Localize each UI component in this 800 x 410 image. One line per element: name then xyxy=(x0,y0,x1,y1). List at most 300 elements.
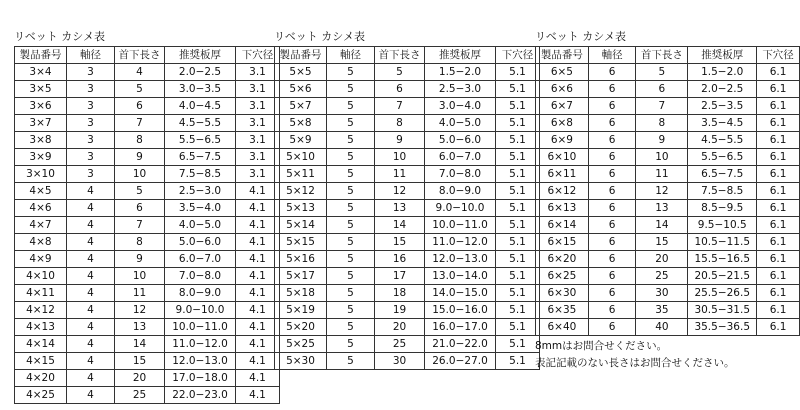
recommended-thickness-cell: 2.5−3.5 xyxy=(688,98,757,115)
under-head-length-cell: 5 xyxy=(115,81,165,98)
rivet-table-5mm xyxy=(274,46,540,370)
table-row xyxy=(275,183,540,200)
recommended-thickness-cell: 10.0−11.0 xyxy=(165,319,236,336)
shaft-diameter-cell: 5 xyxy=(327,353,375,370)
pilot-hole-diameter-cell: 5.1 xyxy=(496,302,540,319)
recommended-thickness-cell: 11.0−12.0 xyxy=(165,336,236,353)
pilot-hole-diameter-cell: 5.1 xyxy=(496,234,540,251)
pilot-hole-diameter-cell: 5.1 xyxy=(496,268,540,285)
table-row xyxy=(275,268,540,285)
pilot-hole-diameter-cell: 5.1 xyxy=(496,64,540,81)
under-head-length-cell: 16 xyxy=(375,251,425,268)
pilot-hole-diameter-cell: 5.1 xyxy=(496,81,540,98)
product-number-cell: 5×18 xyxy=(275,285,327,302)
shaft-diameter-cell: 6 xyxy=(588,285,636,302)
under-head-length-cell: 15 xyxy=(115,353,165,370)
pilot-hole-diameter-cell: 5.1 xyxy=(496,353,540,370)
under-head-length-cell: 40 xyxy=(636,319,688,336)
pilot-hole-diameter-cell: 6.1 xyxy=(757,302,800,319)
table-row xyxy=(536,132,800,149)
shaft-diameter-cell: 6 xyxy=(588,319,636,336)
pilot-hole-diameter-cell: 6.1 xyxy=(757,319,800,336)
pilot-hole-diameter-cell: 6.1 xyxy=(757,200,800,217)
pilot-hole-diameter-cell: 4.1 xyxy=(236,234,280,251)
under-head-length-cell: 35 xyxy=(636,302,688,319)
shaft-diameter-cell: 5 xyxy=(327,285,375,302)
shaft-diameter-cell: 3 xyxy=(67,64,115,81)
table-row xyxy=(275,336,540,353)
table-row xyxy=(536,98,800,115)
shaft-diameter-cell: 5 xyxy=(327,183,375,200)
shaft-diameter-cell: 6 xyxy=(588,132,636,149)
product-number-cell: 3×10 xyxy=(15,166,67,183)
table-title: リベット カシメ表 xyxy=(14,30,105,43)
under-head-length-cell: 12 xyxy=(115,302,165,319)
header-pilot-hole-diameter: 下穴径 xyxy=(496,47,540,64)
shaft-diameter-cell: 6 xyxy=(588,217,636,234)
under-head-length-cell: 7 xyxy=(115,217,165,234)
under-head-length-cell: 6 xyxy=(115,98,165,115)
recommended-thickness-cell: 20.5−21.5 xyxy=(688,268,757,285)
header-shaft-diameter: 軸径 xyxy=(67,47,115,64)
under-head-length-cell: 12 xyxy=(375,183,425,200)
recommended-thickness-cell: 4.5−5.5 xyxy=(688,132,757,149)
table-row xyxy=(275,166,540,183)
recommended-thickness-cell: 1.5−2.0 xyxy=(688,64,757,81)
under-head-length-cell: 13 xyxy=(636,200,688,217)
recommended-thickness-cell: 2.5−3.0 xyxy=(165,183,236,200)
pilot-hole-diameter-cell: 5.1 xyxy=(496,336,540,353)
shaft-diameter-cell: 6 xyxy=(588,98,636,115)
under-head-length-cell: 8 xyxy=(375,115,425,132)
pilot-hole-diameter-cell: 6.1 xyxy=(757,81,800,98)
under-head-length-cell: 14 xyxy=(375,217,425,234)
product-number-cell: 5×16 xyxy=(275,251,327,268)
product-number-cell: 3×6 xyxy=(15,98,67,115)
shaft-diameter-cell: 4 xyxy=(67,353,115,370)
table-row xyxy=(15,183,280,200)
pilot-hole-diameter-cell: 4.1 xyxy=(236,285,280,302)
table-row xyxy=(536,200,800,217)
shaft-diameter-cell: 4 xyxy=(67,319,115,336)
shaft-diameter-cell: 6 xyxy=(588,183,636,200)
under-head-length-cell: 15 xyxy=(375,234,425,251)
recommended-thickness-cell: 7.0−8.0 xyxy=(425,166,496,183)
note-line: 8mmはお問合せください。 xyxy=(535,340,668,352)
pilot-hole-diameter-cell: 5.1 xyxy=(496,115,540,132)
under-head-length-cell: 9 xyxy=(115,251,165,268)
pilot-hole-diameter-cell: 6.1 xyxy=(757,166,800,183)
product-number-cell: 5×13 xyxy=(275,200,327,217)
recommended-thickness-cell: 17.0−18.0 xyxy=(165,370,236,387)
recommended-thickness-cell: 8.0−9.0 xyxy=(425,183,496,200)
recommended-thickness-cell: 2.5−3.0 xyxy=(425,81,496,98)
table-row xyxy=(275,217,540,234)
table-row xyxy=(15,98,280,115)
shaft-diameter-cell: 3 xyxy=(67,132,115,149)
product-number-cell: 4×12 xyxy=(15,302,67,319)
table-row xyxy=(15,387,280,404)
header-product-number: 製品番号 xyxy=(536,47,589,64)
under-head-length-cell: 18 xyxy=(375,285,425,302)
under-head-length-cell: 25 xyxy=(375,336,425,353)
shaft-diameter-cell: 4 xyxy=(67,234,115,251)
recommended-thickness-cell: 14.0−15.0 xyxy=(425,285,496,302)
shaft-diameter-cell: 5 xyxy=(327,149,375,166)
product-number-cell: 6×8 xyxy=(536,115,589,132)
recommended-thickness-cell: 16.0−17.0 xyxy=(425,319,496,336)
product-number-cell: 5×12 xyxy=(275,183,327,200)
shaft-diameter-cell: 6 xyxy=(588,166,636,183)
shaft-diameter-cell: 3 xyxy=(67,166,115,183)
under-head-length-cell: 4 xyxy=(115,64,165,81)
table-row xyxy=(275,132,540,149)
rivet-table-3-4mm xyxy=(14,46,280,404)
header-product-number: 製品番号 xyxy=(275,47,327,64)
product-number-cell: 5×30 xyxy=(275,353,327,370)
under-head-length-cell: 20 xyxy=(115,370,165,387)
header-product-number: 製品番号 xyxy=(15,47,67,64)
product-number-cell: 4×6 xyxy=(15,200,67,217)
shaft-diameter-cell: 5 xyxy=(327,302,375,319)
product-number-cell: 5×9 xyxy=(275,132,327,149)
product-number-cell: 6×20 xyxy=(536,251,589,268)
recommended-thickness-cell: 4.0−5.0 xyxy=(165,217,236,234)
product-number-cell: 4×5 xyxy=(15,183,67,200)
pilot-hole-diameter-cell: 6.1 xyxy=(757,132,800,149)
table-row xyxy=(15,166,280,183)
shaft-diameter-cell: 6 xyxy=(588,268,636,285)
recommended-thickness-cell: 25.5−26.5 xyxy=(688,285,757,302)
pilot-hole-diameter-cell: 6.1 xyxy=(757,285,800,302)
under-head-length-cell: 25 xyxy=(115,387,165,404)
pilot-hole-diameter-cell: 5.1 xyxy=(496,132,540,149)
under-head-length-cell: 6 xyxy=(115,200,165,217)
pilot-hole-diameter-cell: 3.1 xyxy=(236,98,280,115)
recommended-thickness-cell: 7.5−8.5 xyxy=(688,183,757,200)
shaft-diameter-cell: 5 xyxy=(327,268,375,285)
recommended-thickness-cell: 12.0−13.0 xyxy=(425,251,496,268)
product-number-cell: 6×9 xyxy=(536,132,589,149)
product-number-cell: 3×5 xyxy=(15,81,67,98)
product-number-cell: 3×8 xyxy=(15,132,67,149)
pilot-hole-diameter-cell: 5.1 xyxy=(496,319,540,336)
recommended-thickness-cell: 4.5−5.5 xyxy=(165,115,236,132)
recommended-thickness-cell: 13.0−14.0 xyxy=(425,268,496,285)
header-pilot-hole-diameter: 下穴径 xyxy=(757,47,800,64)
table-header-row xyxy=(536,47,800,64)
product-number-cell: 5×5 xyxy=(275,64,327,81)
pilot-hole-diameter-cell: 5.1 xyxy=(496,98,540,115)
product-number-cell: 4×10 xyxy=(15,268,67,285)
recommended-thickness-cell: 3.5−4.5 xyxy=(688,115,757,132)
table-row xyxy=(15,319,280,336)
product-number-cell: 4×14 xyxy=(15,336,67,353)
shaft-diameter-cell: 6 xyxy=(588,200,636,217)
recommended-thickness-cell: 7.5−8.5 xyxy=(165,166,236,183)
recommended-thickness-cell: 3.0−4.0 xyxy=(425,98,496,115)
product-number-cell: 6×40 xyxy=(536,319,589,336)
shaft-diameter-cell: 5 xyxy=(327,251,375,268)
product-number-cell: 3×9 xyxy=(15,149,67,166)
under-head-length-cell: 17 xyxy=(375,268,425,285)
table-row xyxy=(275,234,540,251)
table-row xyxy=(536,285,800,302)
table-row xyxy=(275,115,540,132)
product-number-cell: 4×8 xyxy=(15,234,67,251)
under-head-length-cell: 13 xyxy=(375,200,425,217)
product-number-cell: 6×12 xyxy=(536,183,589,200)
under-head-length-cell: 10 xyxy=(115,166,165,183)
shaft-diameter-cell: 5 xyxy=(327,336,375,353)
table-row xyxy=(15,64,280,81)
shaft-diameter-cell: 4 xyxy=(67,251,115,268)
under-head-length-cell: 8 xyxy=(115,132,165,149)
under-head-length-cell: 5 xyxy=(115,183,165,200)
product-number-cell: 6×13 xyxy=(536,200,589,217)
recommended-thickness-cell: 3.5−4.0 xyxy=(165,200,236,217)
product-number-cell: 6×6 xyxy=(536,81,589,98)
recommended-thickness-cell: 9.0−10.0 xyxy=(165,302,236,319)
recommended-thickness-cell: 35.5−36.5 xyxy=(688,319,757,336)
product-number-cell: 5×19 xyxy=(275,302,327,319)
table-row xyxy=(15,285,280,302)
under-head-length-cell: 10 xyxy=(375,149,425,166)
table-row xyxy=(536,251,800,268)
recommended-thickness-cell: 5.5−6.5 xyxy=(165,132,236,149)
product-number-cell: 6×11 xyxy=(536,166,589,183)
pilot-hole-diameter-cell: 5.1 xyxy=(496,149,540,166)
under-head-length-cell: 8 xyxy=(636,115,688,132)
recommended-thickness-cell: 4.0−4.5 xyxy=(165,98,236,115)
header-under-head-length: 首下長さ xyxy=(115,47,165,64)
recommended-thickness-cell: 8.0−9.0 xyxy=(165,285,236,302)
product-number-cell: 6×25 xyxy=(536,268,589,285)
table-row xyxy=(275,353,540,370)
under-head-length-cell: 5 xyxy=(636,64,688,81)
recommended-thickness-cell: 10.0−11.0 xyxy=(425,217,496,234)
rivet-table-3-4mm-block xyxy=(14,30,280,404)
table-row xyxy=(15,81,280,98)
header-under-head-length: 首下長さ xyxy=(636,47,688,64)
table-row xyxy=(275,98,540,115)
pilot-hole-diameter-cell: 5.1 xyxy=(496,285,540,302)
recommended-thickness-cell: 2.0−2.5 xyxy=(688,81,757,98)
table-row xyxy=(275,200,540,217)
pilot-hole-diameter-cell: 6.1 xyxy=(757,149,800,166)
under-head-length-cell: 20 xyxy=(636,251,688,268)
pilot-hole-diameter-cell: 4.1 xyxy=(236,183,280,200)
shaft-diameter-cell: 5 xyxy=(327,98,375,115)
table-row xyxy=(15,251,280,268)
pilot-hole-diameter-cell: 4.1 xyxy=(236,302,280,319)
pilot-hole-diameter-cell: 4.1 xyxy=(236,217,280,234)
shaft-diameter-cell: 6 xyxy=(588,115,636,132)
pilot-hole-diameter-cell: 3.1 xyxy=(236,166,280,183)
pilot-hole-diameter-cell: 3.1 xyxy=(236,115,280,132)
pilot-hole-diameter-cell: 4.1 xyxy=(236,387,280,404)
table-row xyxy=(536,319,800,336)
product-number-cell: 6×7 xyxy=(536,98,589,115)
pilot-hole-diameter-cell: 4.1 xyxy=(236,336,280,353)
shaft-diameter-cell: 4 xyxy=(67,336,115,353)
product-number-cell: 5×25 xyxy=(275,336,327,353)
shaft-diameter-cell: 6 xyxy=(588,149,636,166)
under-head-length-cell: 20 xyxy=(375,319,425,336)
product-number-cell: 3×7 xyxy=(15,115,67,132)
table-row xyxy=(536,268,800,285)
pilot-hole-diameter-cell: 3.1 xyxy=(236,149,280,166)
table-title: リベット カシメ表 xyxy=(274,30,365,43)
rivet-table-6mm-block xyxy=(535,30,800,372)
table-body xyxy=(275,64,540,370)
shaft-diameter-cell: 6 xyxy=(588,251,636,268)
rivet-table-5mm-block xyxy=(274,30,540,370)
shaft-diameter-cell: 3 xyxy=(67,115,115,132)
product-number-cell: 5×15 xyxy=(275,234,327,251)
header-shaft-diameter: 軸径 xyxy=(588,47,636,64)
product-number-cell: 3×4 xyxy=(15,64,67,81)
table-row xyxy=(275,81,540,98)
under-head-length-cell: 6 xyxy=(636,81,688,98)
table-row xyxy=(536,183,800,200)
table-row xyxy=(15,234,280,251)
table-row xyxy=(536,149,800,166)
shaft-diameter-cell: 5 xyxy=(327,200,375,217)
product-number-cell: 6×5 xyxy=(536,64,589,81)
product-number-cell: 6×35 xyxy=(536,302,589,319)
recommended-thickness-cell: 11.0−12.0 xyxy=(425,234,496,251)
under-head-length-cell: 5 xyxy=(375,64,425,81)
pilot-hole-diameter-cell: 6.1 xyxy=(757,64,800,81)
under-head-length-cell: 10 xyxy=(115,268,165,285)
table-title: リベット カシメ表 xyxy=(535,30,626,43)
shaft-diameter-cell: 6 xyxy=(588,81,636,98)
pilot-hole-diameter-cell: 4.1 xyxy=(236,268,280,285)
recommended-thickness-cell: 4.0−5.0 xyxy=(425,115,496,132)
table-row xyxy=(536,166,800,183)
table-row xyxy=(275,319,540,336)
table-row xyxy=(275,302,540,319)
product-number-cell: 5×6 xyxy=(275,81,327,98)
shaft-diameter-cell: 5 xyxy=(327,132,375,149)
pilot-hole-diameter-cell: 4.1 xyxy=(236,370,280,387)
under-head-length-cell: 11 xyxy=(115,285,165,302)
table-row xyxy=(536,217,800,234)
note-line: 表記記載のない長さはお問合せください。 xyxy=(535,357,735,369)
shaft-diameter-cell: 5 xyxy=(327,166,375,183)
recommended-thickness-cell: 26.0−27.0 xyxy=(425,353,496,370)
shaft-diameter-cell: 4 xyxy=(67,200,115,217)
table-row xyxy=(275,285,540,302)
pilot-hole-diameter-cell: 4.1 xyxy=(236,200,280,217)
notes xyxy=(535,338,800,372)
table-row xyxy=(275,64,540,81)
pilot-hole-diameter-cell: 5.1 xyxy=(496,200,540,217)
recommended-thickness-cell: 6.0−7.0 xyxy=(425,149,496,166)
product-number-cell: 6×15 xyxy=(536,234,589,251)
under-head-length-cell: 14 xyxy=(115,336,165,353)
recommended-thickness-cell: 6.5−7.5 xyxy=(165,149,236,166)
shaft-diameter-cell: 4 xyxy=(67,183,115,200)
under-head-length-cell: 25 xyxy=(636,268,688,285)
header-recommended-thickness: 推奨板厚 xyxy=(165,47,236,64)
pilot-hole-diameter-cell: 4.1 xyxy=(236,251,280,268)
pilot-hole-diameter-cell: 6.1 xyxy=(757,115,800,132)
recommended-thickness-cell: 6.0−7.0 xyxy=(165,251,236,268)
under-head-length-cell: 19 xyxy=(375,302,425,319)
table-header-row xyxy=(15,47,280,64)
header-recommended-thickness: 推奨板厚 xyxy=(688,47,757,64)
under-head-length-cell: 8 xyxy=(115,234,165,251)
recommended-thickness-cell: 5.0−6.0 xyxy=(165,234,236,251)
table-row xyxy=(15,336,280,353)
shaft-diameter-cell: 6 xyxy=(588,302,636,319)
recommended-thickness-cell: 9.5−10.5 xyxy=(688,217,757,234)
shaft-diameter-cell: 3 xyxy=(67,81,115,98)
table-row xyxy=(15,115,280,132)
pilot-hole-diameter-cell: 6.1 xyxy=(757,183,800,200)
table-row xyxy=(15,302,280,319)
product-number-cell: 5×17 xyxy=(275,268,327,285)
recommended-thickness-cell: 5.5−6.5 xyxy=(688,149,757,166)
recommended-thickness-cell: 15.5−16.5 xyxy=(688,251,757,268)
table-row xyxy=(15,217,280,234)
under-head-length-cell: 15 xyxy=(636,234,688,251)
shaft-diameter-cell: 4 xyxy=(67,387,115,404)
product-number-cell: 4×15 xyxy=(15,353,67,370)
recommended-thickness-cell: 10.5−11.5 xyxy=(688,234,757,251)
recommended-thickness-cell: 3.0−3.5 xyxy=(165,81,236,98)
pilot-hole-diameter-cell: 5.1 xyxy=(496,251,540,268)
under-head-length-cell: 10 xyxy=(636,149,688,166)
product-number-cell: 4×20 xyxy=(15,370,67,387)
under-head-length-cell: 9 xyxy=(375,132,425,149)
pilot-hole-diameter-cell: 6.1 xyxy=(757,98,800,115)
table-body xyxy=(536,64,800,336)
table-row xyxy=(275,251,540,268)
pilot-hole-diameter-cell: 3.1 xyxy=(236,132,280,149)
table-header-row xyxy=(275,47,540,64)
under-head-length-cell: 7 xyxy=(115,115,165,132)
product-number-cell: 5×14 xyxy=(275,217,327,234)
table-row xyxy=(536,64,800,81)
under-head-length-cell: 6 xyxy=(375,81,425,98)
table-row xyxy=(536,81,800,98)
under-head-length-cell: 9 xyxy=(636,132,688,149)
pilot-hole-diameter-cell: 6.1 xyxy=(757,217,800,234)
pilot-hole-diameter-cell: 4.1 xyxy=(236,319,280,336)
product-number-cell: 5×20 xyxy=(275,319,327,336)
pilot-hole-diameter-cell: 5.1 xyxy=(496,166,540,183)
shaft-diameter-cell: 4 xyxy=(67,302,115,319)
table-row xyxy=(15,268,280,285)
table-row xyxy=(15,200,280,217)
shaft-diameter-cell: 5 xyxy=(327,234,375,251)
under-head-length-cell: 30 xyxy=(375,353,425,370)
product-number-cell: 6×30 xyxy=(536,285,589,302)
under-head-length-cell: 30 xyxy=(636,285,688,302)
recommended-thickness-cell: 22.0−23.0 xyxy=(165,387,236,404)
rivet-table-6mm xyxy=(535,46,800,336)
under-head-length-cell: 12 xyxy=(636,183,688,200)
product-number-cell: 4×25 xyxy=(15,387,67,404)
pilot-hole-diameter-cell: 4.1 xyxy=(236,353,280,370)
header-shaft-diameter: 軸径 xyxy=(327,47,375,64)
shaft-diameter-cell: 6 xyxy=(588,234,636,251)
product-number-cell: 6×14 xyxy=(536,217,589,234)
product-number-cell: 4×13 xyxy=(15,319,67,336)
